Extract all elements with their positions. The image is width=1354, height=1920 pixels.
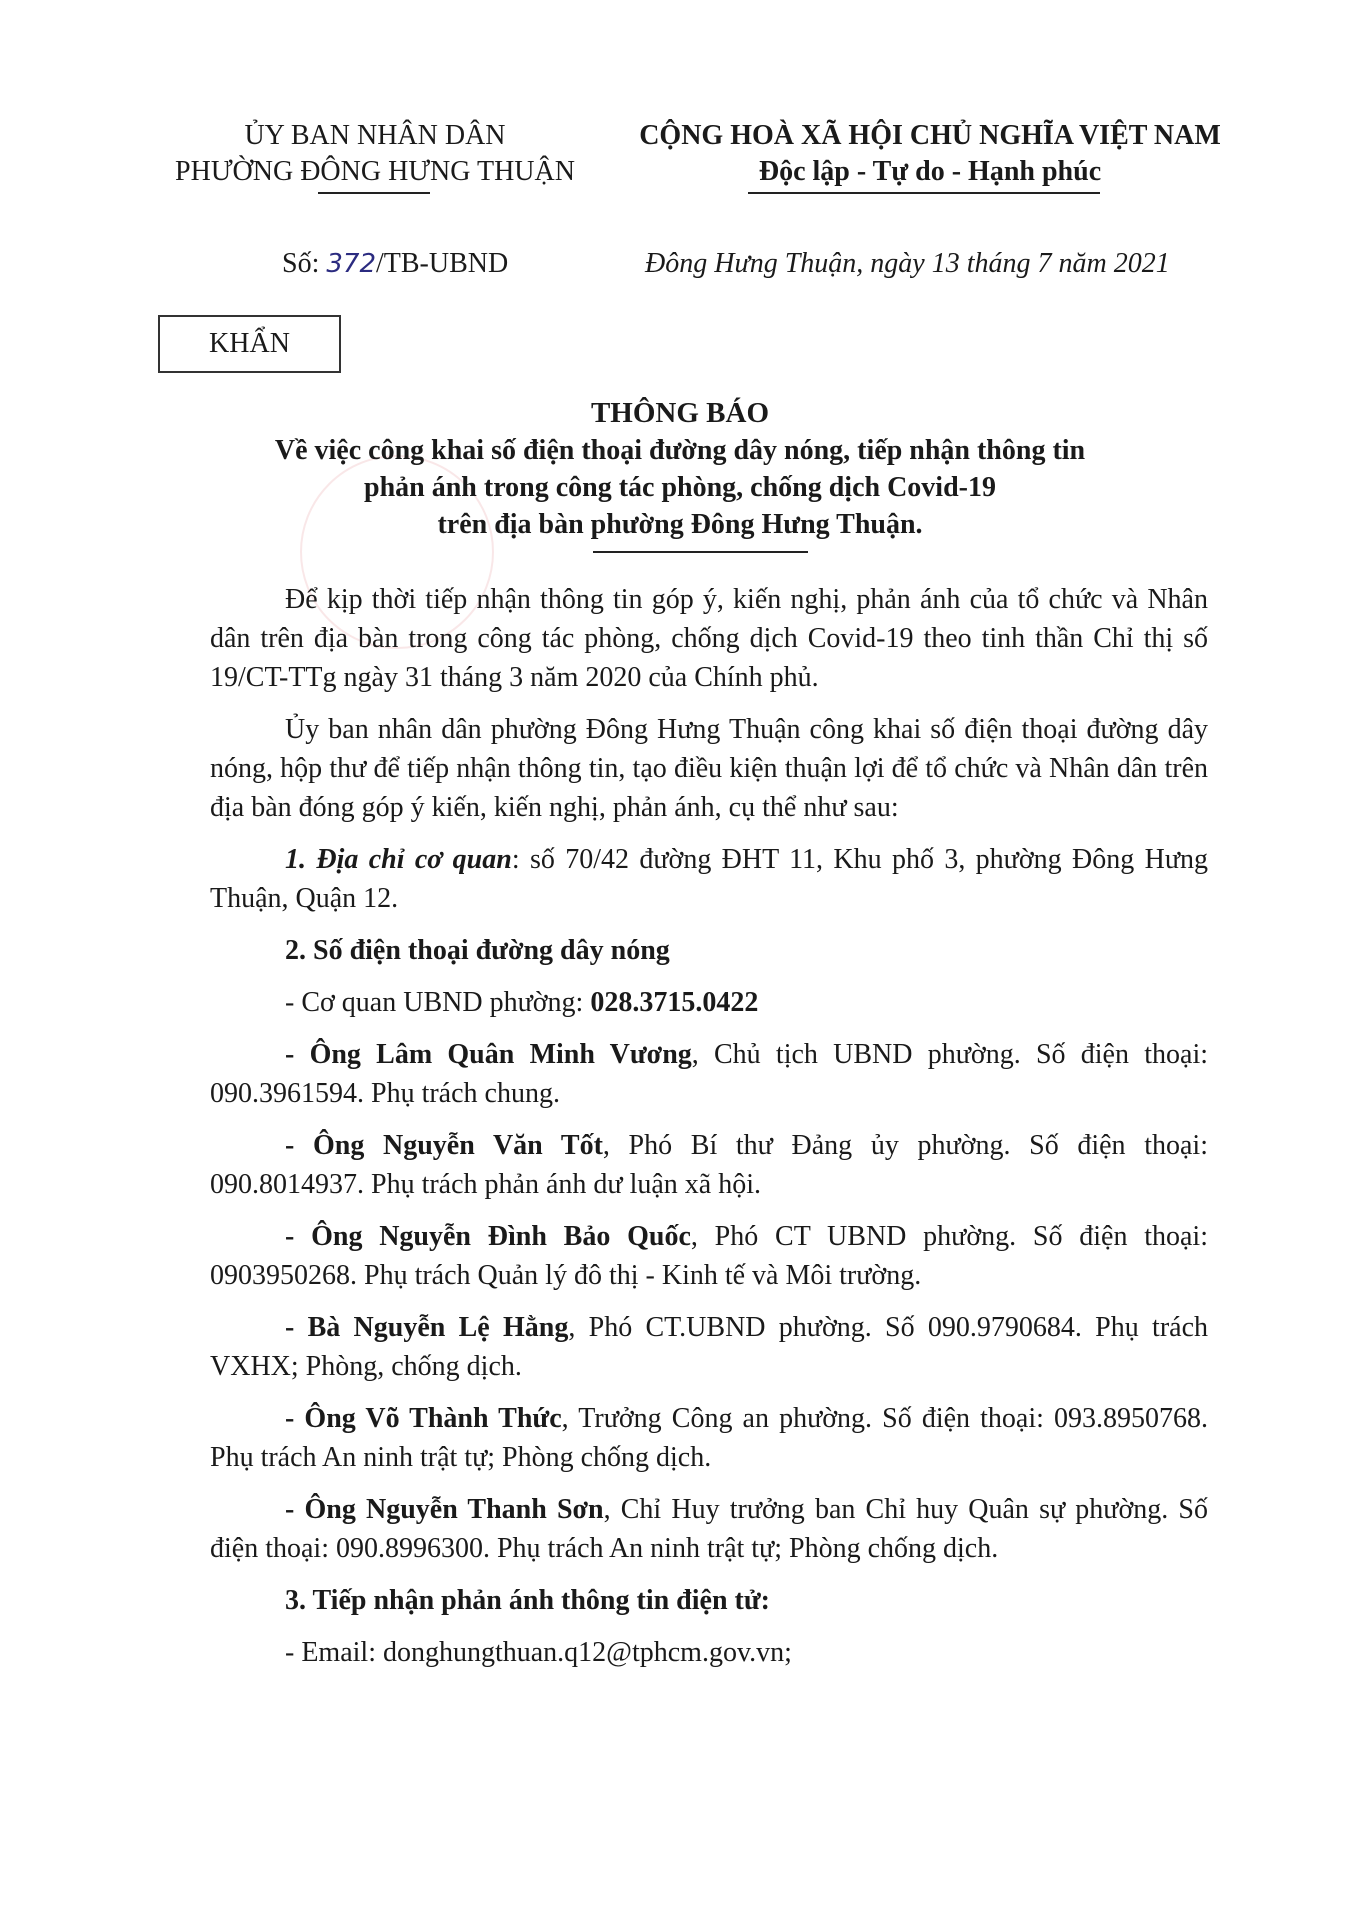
contact-item bbox=[210, 1217, 1208, 1295]
contact-item bbox=[210, 1126, 1208, 1204]
issuing-authority bbox=[175, 118, 575, 190]
section-electronic-heading bbox=[210, 1581, 1208, 1620]
section-hotline-heading bbox=[210, 931, 1208, 970]
contact-name: - Bà Nguyễn Lệ Hằng bbox=[285, 1312, 569, 1343]
paragraph-purpose: Để kịp thời tiếp nhận thông tin góp ý, kiến nghị, phản ánh của tổ chức và Nhân dân trên địa bàn trong công tác phòng, chống dịch Covid-19 theo tinh thần Chỉ thị số 19/CT-TTg ngày 31 tháng 3 năm 2020 của Chính phủ. bbox=[210, 584, 1208, 693]
contact-details: , Phó Bí thư Đảng ủy phường. Số điện thoại: 090.8014937. Phụ trách phản ánh dư luận xã hội. bbox=[210, 1130, 1208, 1200]
motto-underline bbox=[748, 192, 1100, 194]
authority-line-1: ỦY BAN NHÂN DÂN bbox=[244, 120, 506, 151]
doc-number-suffix: /TB-UBND bbox=[376, 248, 509, 279]
urgency-box bbox=[158, 315, 341, 373]
section-address-text: : số 70/42 đường ĐHT 11, Khu phố 3, phường Đông Hưng Thuận, Quận 12. bbox=[210, 844, 1208, 914]
title-underline bbox=[593, 551, 808, 553]
contact-item bbox=[210, 1490, 1208, 1568]
nation-line-1: CỘNG HOÀ XÃ HỘI CHỦ NGHĨA VIỆT NAM bbox=[639, 120, 1221, 151]
authority-line-2: PHƯỜNG ĐÔNG HƯNG THUẬN bbox=[175, 156, 575, 187]
document-title bbox=[200, 395, 1160, 543]
section-electronic-label: 3. Tiếp nhận phản ánh thông tin điện tử: bbox=[285, 1585, 770, 1616]
paragraph-announcement: Ủy ban nhân dân phường Đông Hưng Thuận công khai số điện thoại đường dây nóng, hộp thư để tiếp nhận thông tin, tạo điều kiện thuận lợi để tổ chức và Nhân dân trên địa bàn đóng góp ý kiến, kiến nghị, phản ánh, cụ thể như sau: bbox=[210, 714, 1208, 823]
contact-details: , Chỉ Huy trưởng ban Chỉ huy Quân sự phường. Số điện thoại: 090.8996300. Phụ trách An ninh trật tự; Phòng chống dịch. bbox=[210, 1494, 1208, 1564]
section-address-label: 1. Địa chỉ cơ quan bbox=[285, 844, 512, 875]
contact-item bbox=[210, 1399, 1208, 1477]
document-date: Đông Hưng Thuận, ngày 13 tháng 7 năm 2021 bbox=[645, 248, 1170, 279]
authority-underline bbox=[318, 192, 430, 194]
contact-name: - Ông Nguyễn Văn Tốt bbox=[285, 1130, 603, 1161]
title-subject-line-1: Về việc công khai số điện thoại đường dây nóng, tiếp nhận thông tin bbox=[274, 435, 1086, 466]
office-hotline-prefix: - Cơ quan UBND phường: bbox=[285, 987, 591, 1018]
doc-number-prefix: Số: bbox=[282, 248, 327, 279]
contact-details: , Phó CT UBND phường. Số điện thoại: 0903950268. Phụ trách Quản lý đô thị - Kinh tế và Môi trường. bbox=[210, 1221, 1208, 1291]
contact-details: , Chủ tịch UBND phường. Số điện thoại: 090.3961594. Phụ trách chung. bbox=[210, 1039, 1208, 1109]
contact-details: , Phó CT.UBND phường. Số 090.9790684. Phụ trách VXHX; Phòng, chống dịch. bbox=[210, 1312, 1208, 1382]
section-hotline-label: 2. Số điện thoại đường dây nóng bbox=[285, 935, 670, 966]
title-subject-line-3: trên địa bàn phường Đông Hưng Thuận. bbox=[437, 509, 923, 540]
doc-number-handwritten: 372 bbox=[326, 249, 376, 279]
document-body bbox=[210, 580, 1208, 1685]
contact-name: - Ông Nguyễn Thanh Sơn bbox=[285, 1494, 604, 1525]
email-line: - Email: donghungthuan.q12@tphcm.gov.vn; bbox=[285, 1637, 792, 1668]
contact-name: - Ông Lâm Quân Minh Vương bbox=[285, 1039, 692, 1070]
title-main: THÔNG BÁO bbox=[590, 397, 770, 429]
contact-details: , Trưởng Công an phường. Số điện thoại: 093.8950768. Phụ trách An ninh trật tự; Phòng chống dịch. bbox=[210, 1403, 1208, 1473]
contact-name: - Ông Võ Thành Thức bbox=[285, 1403, 562, 1434]
document-number bbox=[282, 248, 508, 280]
title-subject-line-2: phản ánh trong công tác phòng, chống dịch Covid-19 bbox=[364, 472, 996, 503]
office-hotline bbox=[210, 983, 1208, 1022]
urgency-label: KHẨN bbox=[209, 328, 290, 359]
office-hotline-number: 028.3715.0422 bbox=[590, 987, 759, 1018]
section-address bbox=[210, 840, 1208, 918]
contact-item bbox=[210, 1308, 1208, 1386]
contact-name: - Ông Nguyễn Đình Bảo Quốc bbox=[285, 1221, 691, 1252]
national-motto bbox=[620, 118, 1240, 190]
nation-line-2: Độc lập - Tự do - Hạnh phúc bbox=[758, 156, 1102, 187]
contact-item bbox=[210, 1035, 1208, 1113]
